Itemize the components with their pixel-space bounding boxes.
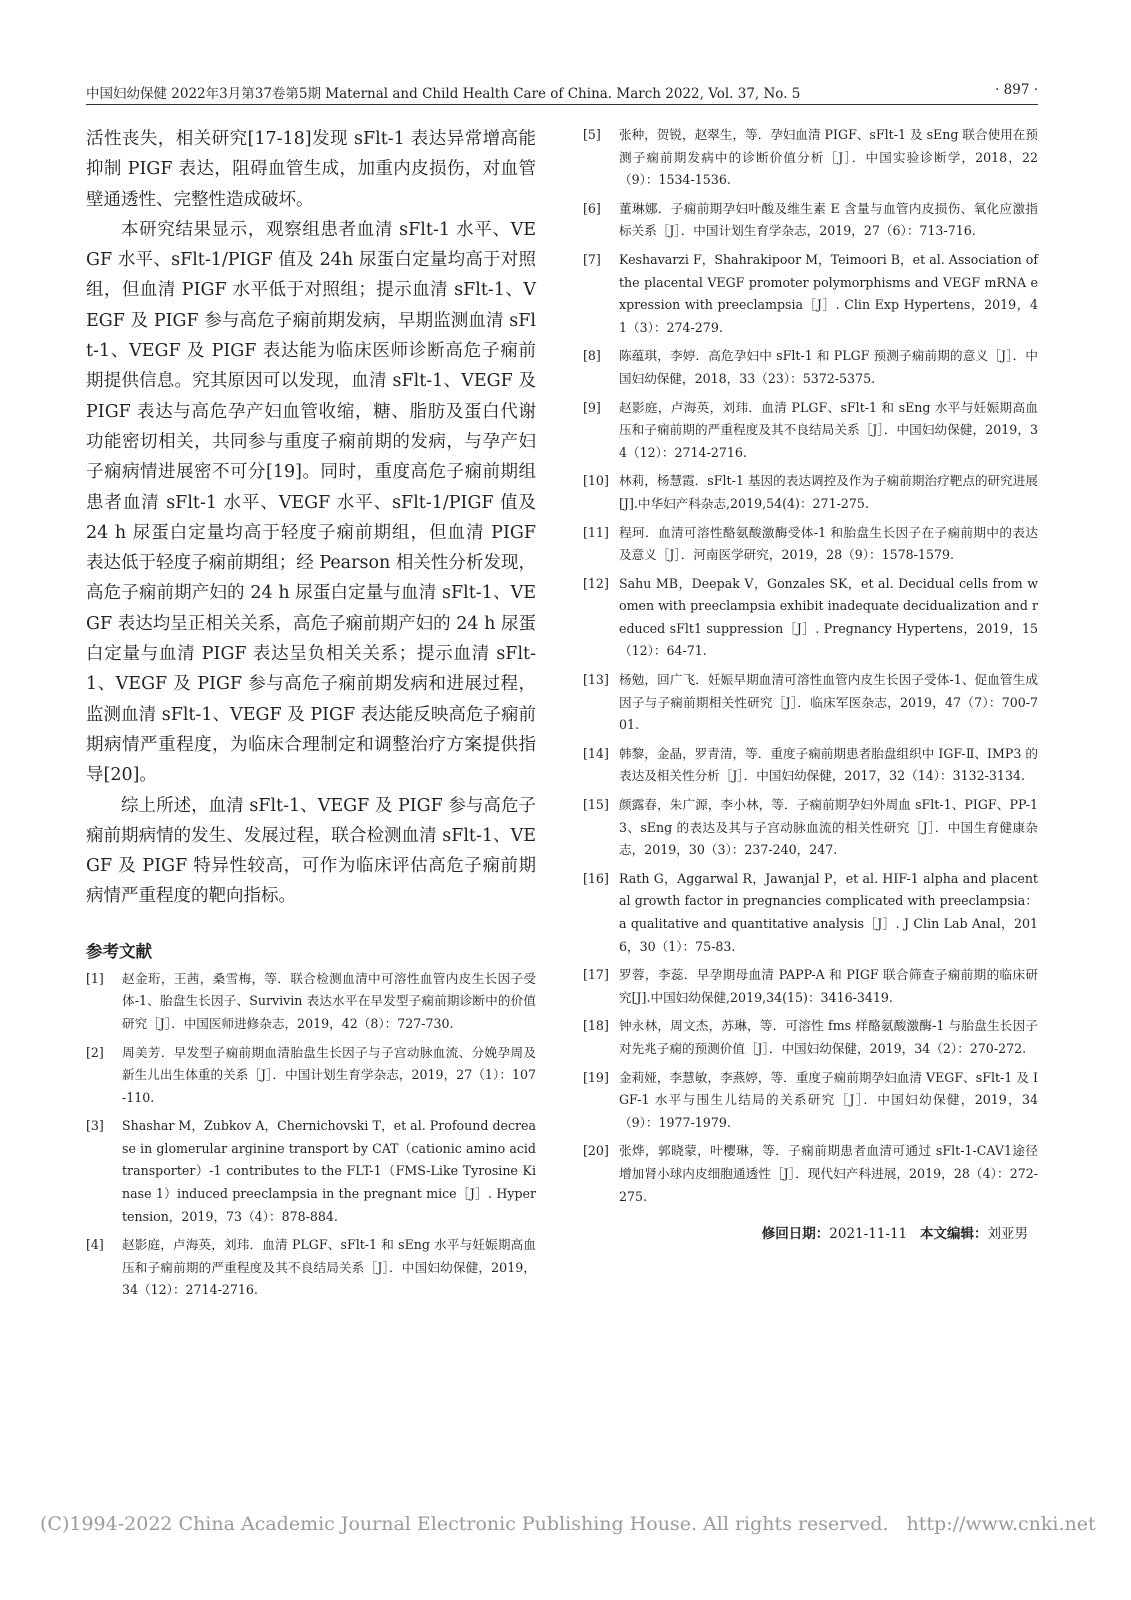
reference-number: [20]: [583, 1143, 609, 1159]
reference-number: [18]: [583, 1018, 609, 1034]
reference-item: [583, 522, 1038, 567]
reference-text: 颜露春，朱广源，李小林，等．子痫前期孕妇外周血 sFlt-1、PIGF、PP-13、sEng 的表达及其与子宫动脉血流的相关性研究［J］．中国生育健康杂志，2019，30（3）：237-240，247.: [619, 797, 1038, 858]
body-paragraph-2: 本研究结果显示，观察组患者血清 sFlt-1 水平、VEGF 水平、sFlt-1/PIGF 值及 24h 尿蛋白定量均高于对照组，但血清 PIGF 水平低于对照组；提示血清 sFlt-1、VEGF 及 PIGF 参与高危子痫前期发病，早期监测血清 sFlt-1、VEGF 及 PIGF 表达能为临床医师诊断高危子痫前期提供信息。究其原因可以发现，血清 sFlt-1、VEGF 及 PIGF 表达与高危孕产妇血管收缩，糖、脂肪及蛋白代谢功能密切相关，共同参与重度子痫前期的发病，与孕产妇子痫病情进展密不可分[19]。同时，重度高危子痫前期组患者血清 sFlt-1 水平、VEGF 水平、sFlt-1/PIGF 值及 24 h 尿蛋白定量均高于轻度子痫前期组，但血清 PIGF 表达低于轻度子痫前期组；经 Pearson 相关性分析发现，高危子痫前期产妇的 24 h 尿蛋白定量与血清 sFlt-1、VEGF 表达均呈正相关关系，高危子痫前期产妇的 24 h 尿蛋白定量与血清 PIGF 表达呈负相关关系；提示血清 sFlt-1、VEGF 及 PIGF 参与高危子痫前期发病和进展过程，监测血清 sFlt-1、VEGF 及 PIGF 表达能反映高危子痫前期病情严重程度，为临床合理制定和调整治疗方案提供指导[20]。: [86, 219, 536, 786]
reference-number: [5]: [583, 127, 601, 142]
running-header: [86, 82, 1038, 102]
revision-date-label: 修回日期：: [761, 1226, 830, 1243]
reference-list-right: [583, 124, 1038, 1208]
reference-text: 张种，贺锐，赵翠生，等．孕妇血清 PIGF、sFlt-1 及 sEng 联合使用在预测子痫前期发病中的诊断价值分析［J］．中国实验诊断学，2018，22（9）：1534-1536.: [619, 127, 1038, 188]
revision-date: 2021-11-11: [829, 1226, 908, 1243]
reference-number: [8]: [583, 348, 601, 364]
reference-text: 赵影庭，卢海英，刘玮．血清 PLGF、sFlt-1 和 sEng 水平与妊娠期高血压和子痫前期的严重程度及其不良结局关系［J］．中国妇幼保健，2019，34（12）：2714-2716.: [619, 399, 1038, 460]
journal-citation: 中国妇幼保健 2022年3月第37卷第5期 Maternal and Child Health Care of China. March 2022, Vol. 37, No. 5: [86, 86, 801, 102]
reference-number: [2]: [86, 1044, 104, 1060]
reference-item: [583, 1015, 1038, 1060]
reference-item: [583, 1140, 1038, 1208]
reference-text: 罗蓉，李蕊．早孕期母血清 PAPP-A 和 PIGF 联合筛查子痫前期的临床研究[J].中国妇幼保健,2019,34(15)：3416-3419.: [619, 967, 1038, 1005]
reference-text: 周美芳．早发型子痫前期血清胎盘生长因子与子宫动脉血流、分娩孕周及新生儿出生体重的关系［J］．中国计划生育学杂志，2019，27（1）：107-110.: [122, 1044, 536, 1105]
reference-item: [86, 1042, 536, 1110]
revision-info: [583, 1222, 1038, 1242]
reference-item: [583, 794, 1038, 862]
reference-item: [583, 397, 1038, 465]
reference-item: [583, 964, 1038, 1009]
reference-number: [3]: [86, 1118, 104, 1134]
reference-item: [86, 1234, 536, 1302]
left-column: [86, 124, 536, 1308]
reference-number: [12]: [583, 575, 609, 591]
reference-list-left: [86, 968, 536, 1302]
reference-text: 金莉娅，李慧敏，李燕婷，等．重度子痫前期孕妇血清 VEGF、sFlt-1 及 IGF-1 水平与围生儿结局的关系研究［J］．中国妇幼保健，2019，34（9）：1977-1979.: [619, 1069, 1038, 1130]
reference-text: 赵影庭，卢海英，刘玮．血清 PLGF、sFlt-1 和 sEng 水平与妊娠期高血压和子痫前期的严重程度及其不良结局关系［J］．中国妇幼保健，2019，34（12）：2714-2716.: [122, 1237, 536, 1298]
copyright-text: (C)1994-2022 China Academic Journal Electronic Publishing House. All rights reserved.: [40, 1513, 889, 1535]
reference-item: [583, 198, 1038, 243]
reference-number: [7]: [583, 251, 601, 267]
body-paragraph-1: 活性丧失，相关研究[17-18]发现 sFlt-1 表达异常增高能抑制 PIGF 表达，阻碍血管生成，加重内皮损伤，对血管壁通透性、完整性造成破坏。: [86, 129, 536, 210]
editor-label: 本文编辑：: [920, 1226, 988, 1243]
reference-item: [583, 249, 1038, 339]
editor-name: 刘亚男: [987, 1226, 1028, 1243]
reference-text: 杨勉，回广飞．妊娠早期血清可溶性血管内皮生长因子受体-1、促血管生成因子与子痫前期相关性研究［J］．临床军医杂志，2019，47（7）：700-701.: [619, 672, 1038, 733]
reference-number: [15]: [583, 797, 609, 813]
reference-text: 韩黎，金晶，罗青清，等．重度子痫前期患者胎盘组织中 IGF-Ⅱ、IMP3 的表达及相关性分析［J］．中国妇幼保健，2017，32（14）：3132-3134.: [619, 745, 1038, 784]
reference-number: [16]: [583, 870, 609, 886]
reference-item: [583, 1067, 1038, 1135]
reference-text: 程珂．血清可溶性酪氨酸激酶受体-1 和胎盘生长因子在子痫前期中的表达及意义［J］．河南医学研究，2019，28（9）：1578-1579.: [619, 524, 1038, 563]
reference-number: [6]: [583, 200, 601, 216]
right-column: [583, 124, 1038, 1242]
reference-number: [14]: [583, 745, 609, 761]
reference-item: [86, 968, 536, 1036]
reference-item: [583, 868, 1038, 958]
reference-number: [10]: [583, 473, 609, 489]
reference-text: Rath G，Aggarwal R，Jawanjal P，et al. HIF-1 alpha and placental growth factor in pregnancies complicated with preeclampsia：a qualitative and quantitative analysis［J］. J Clin Lab Anal，2016，30（1）：75-83.: [619, 870, 1038, 954]
reference-number: [17]: [583, 967, 609, 983]
reference-item: [583, 743, 1038, 788]
reference-text: 陈蕴琪，李婷．高危孕妇中 sFlt-1 和 PLGF 预测子痫前期的意义［J］．中国妇幼保健，2018，33（23）：5372-5375.: [619, 348, 1038, 386]
reference-text: Keshavarzi F，Shahrakipoor M，Teimoori B，et al. Association of the placental VEGF promoter polymorphisms and VEGF mRNA expression with preeclampsia［J］. Clin Exp Hypertens，2019，41（3）：274-279.: [619, 251, 1038, 335]
copyright-footer: [40, 1513, 1100, 1535]
reference-number: [11]: [583, 524, 609, 540]
reference-text: 董琳娜．子痫前期孕妇叶酸及维生素 E 含量与血管内皮损伤、氧化应激指标关系［J］．中国计划生育学杂志，2019，27（6）：713-716.: [619, 200, 1038, 239]
reference-number: [1]: [86, 970, 104, 986]
reference-number: [19]: [583, 1069, 609, 1085]
page-number: · 897 ·: [995, 82, 1038, 98]
reference-item: [583, 345, 1038, 390]
reference-text: Sahu MB，Deepak V，Gonzales SK，et al. Decidual cells from women with preeclampsia exhibit inadequate decidualization and reduced sFlt1 suppression［J］. Pregnancy Hypertens，2019，15（12）：64-71.: [619, 575, 1038, 659]
reference-text: 林莉，杨慧霞．sFlt-1 基因的表达调控及作为子痫前期治疗靶点的研究进展[J].中华妇产科杂志,2019,54(4)：271-275.: [619, 473, 1038, 511]
reference-number: [13]: [583, 672, 609, 688]
reference-text: 赵金珩，王茜，桑雪梅，等．联合检测血清中可溶性血管内皮生长因子受体-1、胎盘生长因子、Survivin 表达水平在早发型子痫前期诊断中的价值研究［J］．中国医师进修杂志，2019，42（8）：727-730.: [122, 970, 536, 1031]
reference-number: [4]: [86, 1237, 104, 1253]
cnki-url: http://www.cnki.net: [906, 1513, 1096, 1535]
reference-item: [583, 124, 1038, 192]
reference-item: [583, 669, 1038, 737]
header-rule: [86, 104, 1038, 105]
reference-item: [583, 573, 1038, 663]
reference-text: 钟永林，周文杰，苏琳，等．可溶性 fms 样酪氨酸激酶-1 与胎盘生长因子对先兆子痫的预测价值［J］．中国妇幼保健，2019，34（2）：270-272.: [619, 1018, 1038, 1056]
reference-number: [9]: [583, 399, 601, 415]
reference-item: [86, 1115, 536, 1228]
reference-item: [583, 470, 1038, 515]
body-paragraph-3: 综上所述，血清 sFlt-1、VEGF 及 PIGF 参与高危子痫前期病情的发生、发展过程，联合检测血清 sFlt-1、VEGF 及 PIGF 特异性较高，可作为临床评估高危子痫前期病情严重程度的靶向指标。: [86, 795, 536, 907]
reference-text: Shashar M，Zubkov A，Chernichovski T，et al. Profound decrease in glomerular arginine transport by CAT（cationic amino acid transporter）-1 contributes to the FLT-1（FMS-Like Tyrosine Kinase 1）induced preeclampsia in the pregnant mice［J］. Hypertension，2019，73（4）：878-884.: [122, 1118, 536, 1224]
references-heading: 参考文献: [86, 941, 152, 961]
reference-text: 张烨，郭晓蒙，叶樱琳，等．子痫前期患者血清可通过 sFlt-1-CAV1途径增加肾小球内皮细胞通透性［J］．现代妇产科进展，2019，28（4）：272-275.: [619, 1143, 1038, 1204]
